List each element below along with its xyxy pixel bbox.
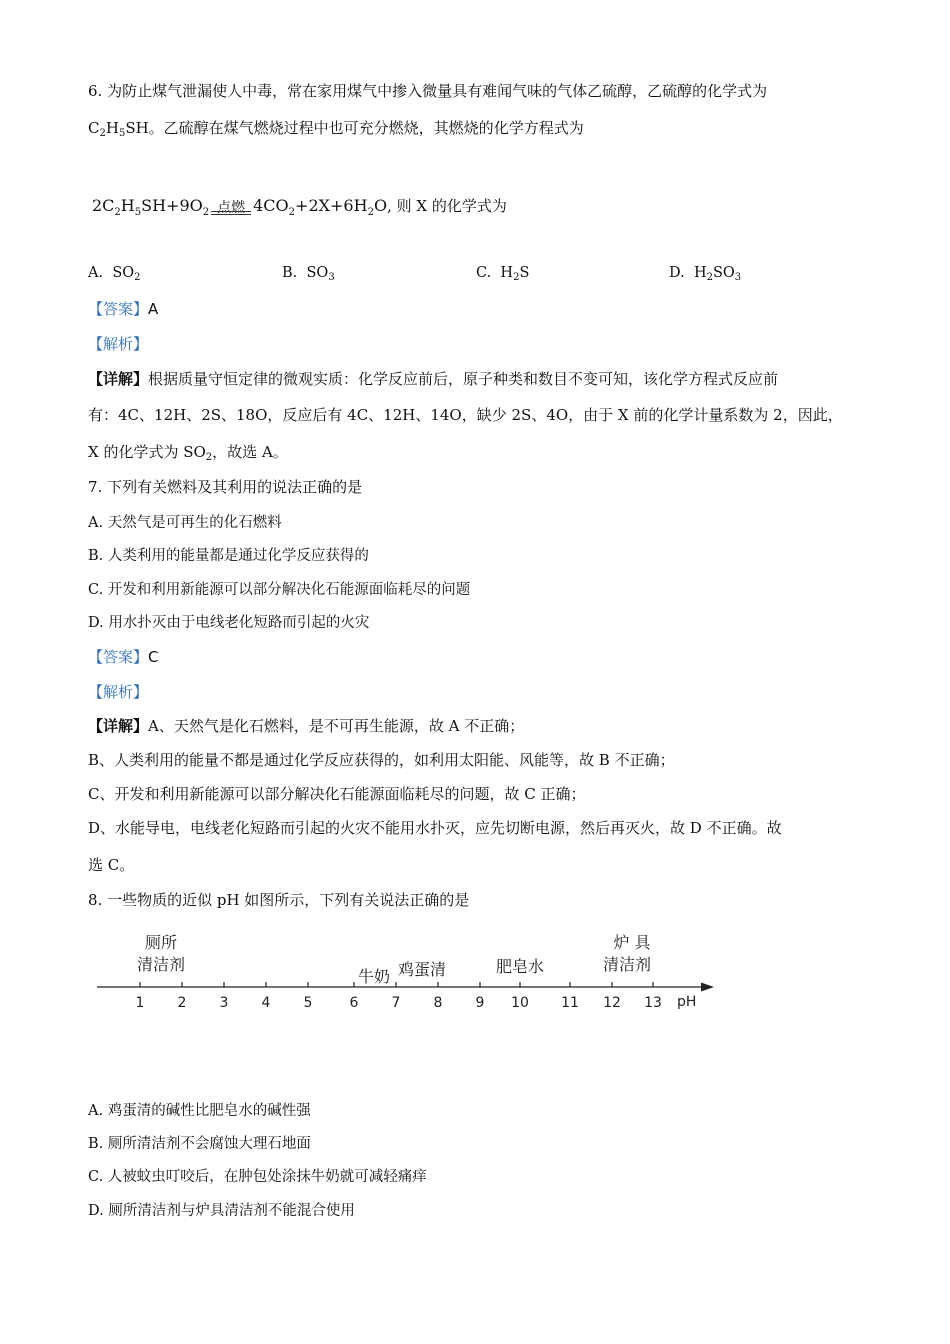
- q7-detail-line4: D、水能导电，电线老化短路而引起的火灾不能用水扑灭，应先切断电源，然后再灭火，故 D 不正确。故: [88, 819, 782, 837]
- q7-detail-line3: C、开发和利用新能源可以部分解决化石能源面临耗尽的问题，故 C 正确；: [88, 785, 586, 803]
- q7-detail-line5: 选 C。: [88, 856, 135, 874]
- ph-tick-label: 13: [644, 995, 662, 1011]
- ph-tick-label: 7: [391, 995, 401, 1011]
- ph-ticks: [136, 982, 662, 1011]
- q7-detail-line2: B、人类利用的能量不都是通过化学反应获得的，如利用太阳能、风能等，故 B 不正确；: [88, 751, 675, 769]
- ph-tick-label: 5: [303, 995, 313, 1011]
- q7-option-d[interactable]: D. 用水扑灭由于电线老化短路而引起的火灾: [88, 615, 370, 631]
- ph-tick-label: 12: [603, 995, 621, 1011]
- q8-option-c[interactable]: C. 人被蚊虫叮咬后，在肿包处涂抹牛奶就可减轻痛痒: [88, 1169, 427, 1185]
- q7-stem: 7. 下列有关燃料及其利用的说法正确的是: [88, 478, 363, 496]
- ph-tick-label: 1: [135, 995, 145, 1011]
- q7-option-c[interactable]: C. 开发和利用新能源可以部分解决化石能源面临耗尽的问题: [88, 582, 471, 598]
- q6-detail-line3: X 的化学式为 $SO_2$，故选 A。: [88, 443, 288, 463]
- q6-stem-line2: $C_2H_5SH$。乙硫醇在煤气燃烧过程中也可充分燃烧，其燃烧的化学方程式为: [88, 119, 584, 139]
- ph-tick-label: 6: [349, 995, 359, 1011]
- q6-chemical-equation: $2C_2H_5SH+9O_2$ 点燃 $4CO_2+2X+6H_2O$, 则 X 的化学式为: [92, 186, 507, 229]
- oven-cleaner-label-1: 炉 具: [613, 933, 651, 952]
- q7-detail-line1: 【详解】A、天然气是化石燃料，是不可再生能源，故 A 不正确；: [88, 717, 525, 735]
- q6-detail-line1: 【详解】根据质量守恒定律的微观实质：化学反应前后，原子种类和数目不变可知，该化学方程式反应前: [88, 370, 779, 388]
- q6-analysis-heading: 【解析】: [88, 335, 149, 353]
- ph-tick-label: 11: [561, 995, 579, 1011]
- q7-option-a[interactable]: A. 天然气是可再生的化石燃料: [88, 515, 282, 531]
- reaction-condition-sign: 点燃: [211, 192, 251, 222]
- ph-tick-label: 9: [475, 995, 485, 1011]
- q8-stem: 8. 一些物质的近似 pH 如图所示，下列有关说法正确的是: [88, 891, 470, 909]
- q6-option-d[interactable]: D. $H_2SO_3$: [669, 265, 742, 283]
- q6-stem-line1: 6. 为防止煤气泄漏使人中毒，常在家用煤气中掺入微量具有难闻气味的气体乙硫醇，乙硫醇的化学式为: [88, 82, 768, 100]
- ph-tick-label: 10: [511, 995, 529, 1011]
- q6-option-a[interactable]: A. $SO_2$: [88, 265, 141, 283]
- ph-axis-arrow: [701, 983, 714, 992]
- q8-option-b[interactable]: B. 厕所清洁剂不会腐蚀大理石地面: [88, 1136, 311, 1152]
- q6-option-c[interactable]: C. $H_2S$: [476, 265, 530, 283]
- ph-tick-label: 8: [433, 995, 443, 1011]
- ph-tick-label: 2: [177, 995, 187, 1011]
- egg-white-label: 鸡蛋清: [397, 960, 447, 979]
- toilet-cleaner-label-1: 厕所: [144, 933, 178, 952]
- q6-answer: 【答案】A: [88, 300, 159, 318]
- q7-answer: 【答案】C: [88, 648, 159, 666]
- milk-label: 牛奶: [357, 967, 391, 986]
- soap-water-label: 肥皂水: [495, 957, 545, 976]
- ph-scale-figure: [0, 925, 950, 1015]
- ph-axis-label: pH: [677, 994, 697, 1010]
- q6-option-b[interactable]: B. $SO_3$: [282, 265, 335, 283]
- q7-option-b[interactable]: B. 人类利用的能量都是通过化学反应获得的: [88, 548, 369, 564]
- ph-tick-label: 4: [261, 995, 271, 1011]
- ph-tick-label: 3: [219, 995, 229, 1011]
- q8-option-d[interactable]: D. 厕所清洁剂与炉具清洁剂不能混合使用: [88, 1203, 355, 1219]
- oven-cleaner-label-2: 清洁剂: [602, 955, 652, 974]
- q8-option-a[interactable]: A. 鸡蛋清的碱性比肥皂水的碱性强: [88, 1103, 311, 1119]
- q7-analysis-heading: 【解析】: [88, 683, 149, 701]
- toilet-cleaner-label-2: 清洁剂: [136, 955, 186, 974]
- q6-detail-line2: 有：4C、12H、2S、18O，反应后有 4C、12H、14O，缺少 2S、4O，由于 X 前的化学计量系数为 2，因此，: [88, 406, 843, 424]
